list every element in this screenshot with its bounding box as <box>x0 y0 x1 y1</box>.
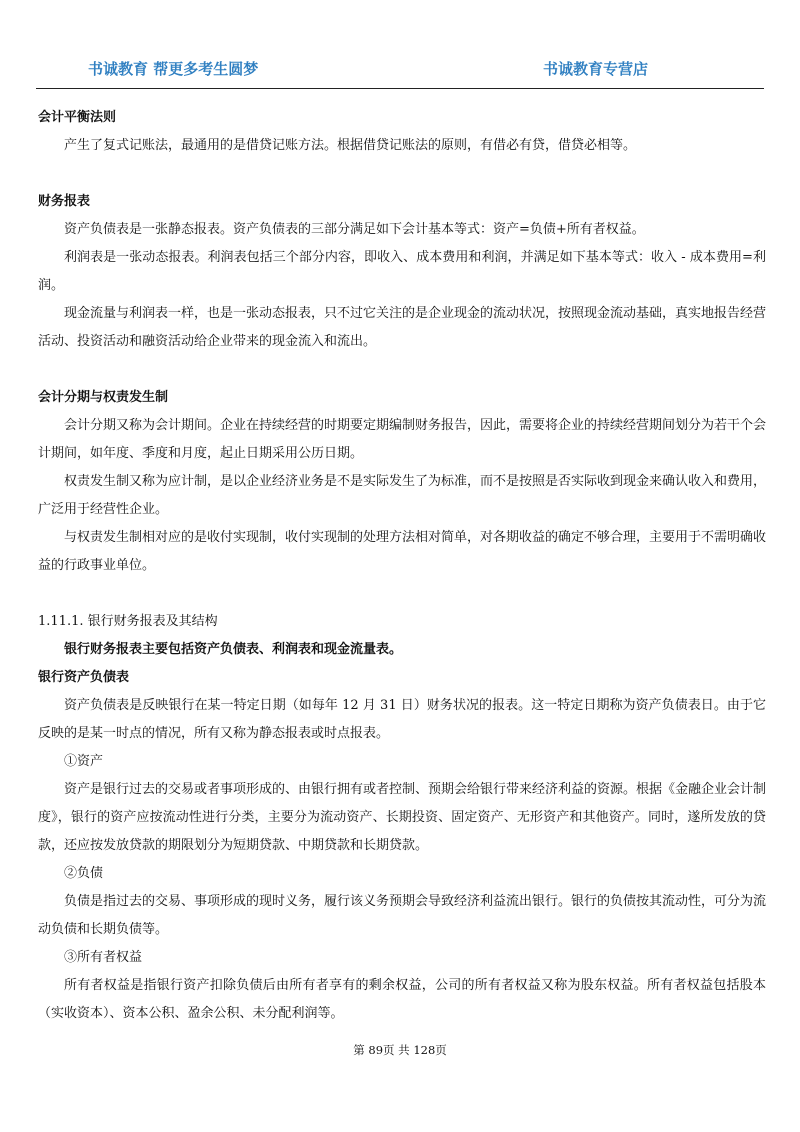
paragraph: 现金流量与利润表一样，也是一张动态报表，只不过它关注的是企业现金的流动状况，按照现金流动基础，真实地报告经营活动、投资活动和融资活动给企业带来的现金流入和流出。 <box>38 306 767 349</box>
document-body <box>38 104 766 1028</box>
paragraph: 所有者权益是指银行资产扣除负债后由所有者享有的剩余权益，公司的所有者权益又称为股东权益。所有者权益包括股本（实收资本）、资本公积、盈余公积、未分配利润等。 <box>38 978 766 1021</box>
paragraph: 会计分期又称为会计期间。企业在持续经营的时期要定期编制财务报告，因此，需要将企业的持续经营期间划分为若干个会计期间，如年度、季度和月度，起止日期采用公历日期。 <box>38 418 767 461</box>
paragraph: 资产负债表是反映银行在某一特定日期（如每年 12 月 31 日）财务状况的报表。这一特定日期称为资产负债表日。由于它反映的是某一时点的情况，所有又称为静态报表或时点报表。 <box>38 698 766 741</box>
section-heading: 财务报表 <box>38 194 91 209</box>
paragraph: 权责发生制又称为应计制，是以企业经济业务是不是实际发生了为标准，而不是按照是否实际收到现金来确认收入和费用，广泛用于经营性企业。 <box>38 474 767 517</box>
paragraph: 利润表是一张动态报表。利润表包括三个部分内容，即收入、成本费用和利润，并满足如下基本等式：收入 - 成本费用=利润。 <box>38 250 766 293</box>
paragraph: 与权责发生制相对应的是收付实现制，收付实现制的处理方法相对简单，对各期收益的确定不够合理，主要用于不需明确收益的行政事业单位。 <box>38 530 767 573</box>
section-heading: 银行资产负债表 <box>38 670 130 685</box>
header-store-name: 书诚教育专营店 <box>542 60 648 78</box>
numbered-heading: 1.11.1. 银行财务报表及其结构 <box>38 614 218 629</box>
paragraph: 资产负债表是一张静态报表。资产负债表的三部分满足如下会计基本等式：资产=负债+所有者权益。 <box>64 222 645 237</box>
paragraph: 负债是指过去的交易、事项形成的现时义务，履行该义务预期会导致经济利益流出银行。银行的负债按其流动性，可分为流动负债和长期负债等。 <box>38 894 767 937</box>
paragraph: 产生了复式记账法，最通用的是借贷记账方法。根据借贷记账法的原则，有借必有贷，借贷必相等。 <box>64 138 637 153</box>
section-heading: 会计分期与权责发生制 <box>38 390 169 405</box>
page-header <box>36 52 764 89</box>
section-heading: 会计平衡法则 <box>38 110 117 125</box>
page-footer: 第 89页 共 128页 <box>353 1043 447 1057</box>
list-item-label: ③所有者权益 <box>64 950 143 965</box>
list-item-label: ①资产 <box>64 754 104 769</box>
list-item-label: ②负债 <box>64 866 104 881</box>
bold-summary: 银行财务报表主要包括资产负债表、利润表和现金流量表。 <box>64 642 403 657</box>
paragraph: 资产是银行过去的交易或者事项形成的、由银行拥有或者控制、预期会给银行带来经济利益的资源。根据《金融企业会计制度》，银行的资产应按流动性进行分类，主要分为流动资产、长期投资、固定资产、无形资产和其他资产。同时，遂所发放的贷款，还应按发放贷款的期限划分为短期贷款、中期贷款和长期贷款。 <box>38 782 767 853</box>
header-slogan: 书诚教育 帮更多考生圆梦 <box>88 60 259 78</box>
